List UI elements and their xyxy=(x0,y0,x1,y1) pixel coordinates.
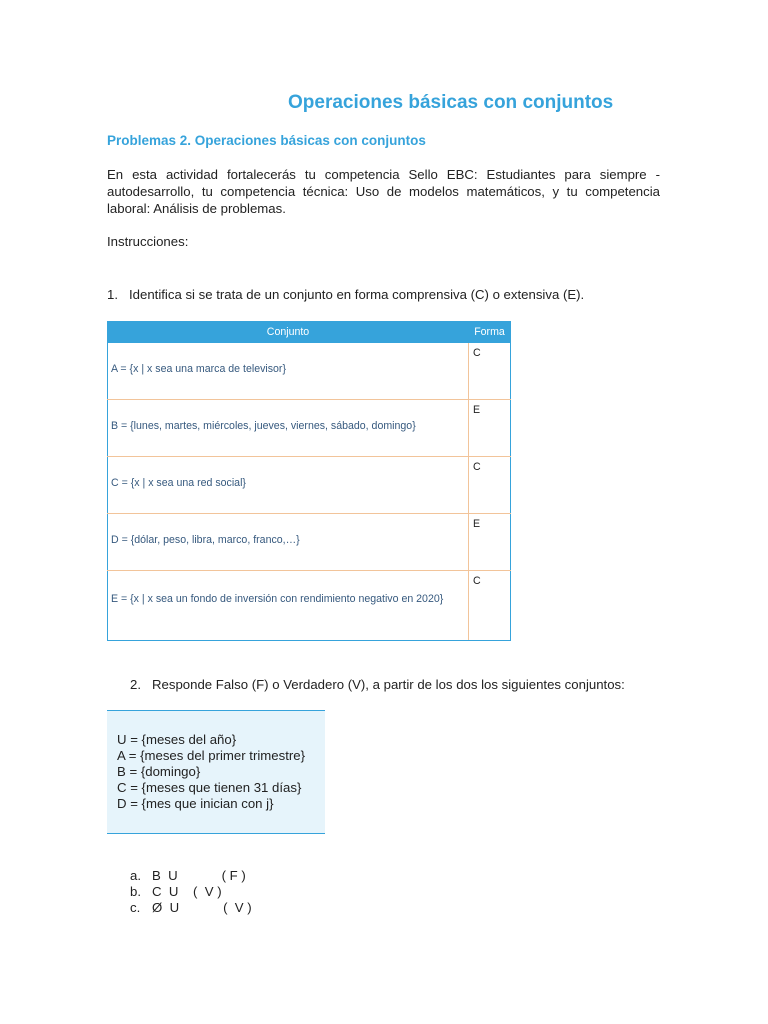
table-row xyxy=(108,571,511,641)
sets-definition-box xyxy=(107,710,325,834)
question-2-number: 2. xyxy=(130,677,141,692)
question-1-number: 1. xyxy=(107,287,118,302)
table-cell-form: E xyxy=(469,400,511,457)
sets-list xyxy=(117,732,305,812)
table-row xyxy=(108,400,511,457)
table-cell-set: E = {x | x sea un fondo de inversión con rendimiento negativo en 2020} xyxy=(108,571,469,641)
set-definition: D = {mes que inician con j} xyxy=(117,796,274,811)
section-subtitle: Problemas 2. Operaciones básicas con conjuntos xyxy=(107,133,426,148)
table-cell-set: C = {x | x sea una red social} xyxy=(108,457,469,514)
table-cell-form: C xyxy=(469,457,511,514)
table-row xyxy=(108,343,511,400)
table-cell-set: D = {dólar, peso, libra, marco, franco,…} xyxy=(108,514,469,571)
intro-paragraph: En esta actividad fortalecerás tu competencia Sello EBC: Estudiantes para siempre - autodesarrollo, tu competencia técnica: Uso de modelos matemáticos, y tu competencia laboral: Análisis de problemas. xyxy=(107,167,660,216)
table-cell-set: A = {x | x sea una marca de televisor} xyxy=(108,343,469,400)
table-cell-set: B = {lunes, martes, miércoles, jueves, viernes, sábado, domingo} xyxy=(108,400,469,457)
answers-list xyxy=(130,868,252,916)
answer-item: b. C U ( V ) xyxy=(130,884,222,899)
set-definition: U = {meses del año} xyxy=(117,732,237,747)
header-forma: Forma xyxy=(469,322,511,343)
question-1-text: Identifica si se trata de un conjunto en forma comprensiva (C) o extensiva (E). xyxy=(129,287,585,302)
question-2 xyxy=(130,677,625,692)
set-definition: A = {meses del primer trimestre} xyxy=(117,748,305,763)
question-1 xyxy=(107,287,584,302)
sets-table xyxy=(107,321,511,641)
set-definition: B = {domingo} xyxy=(117,764,201,779)
table-cell-form: E xyxy=(469,514,511,571)
table-row xyxy=(108,457,511,514)
answer-item: a. B U ( F ) xyxy=(130,868,246,883)
instructions-label: Instrucciones: xyxy=(107,234,189,249)
table-cell-form: C xyxy=(469,571,511,641)
question-2-text: Responde Falso (F) o Verdadero (V), a partir de los dos los siguientes conjuntos: xyxy=(152,677,625,692)
page-title: Operaciones básicas con conjuntos xyxy=(288,92,614,113)
table-row xyxy=(108,514,511,571)
header-conjunto: Conjunto xyxy=(108,322,469,343)
set-definition: C = {meses que tienen 31 días} xyxy=(117,780,302,795)
table-cell-form: C xyxy=(469,343,511,400)
answer-item: c. Ø U ( V ) xyxy=(130,900,252,915)
table-header-row xyxy=(108,322,511,343)
